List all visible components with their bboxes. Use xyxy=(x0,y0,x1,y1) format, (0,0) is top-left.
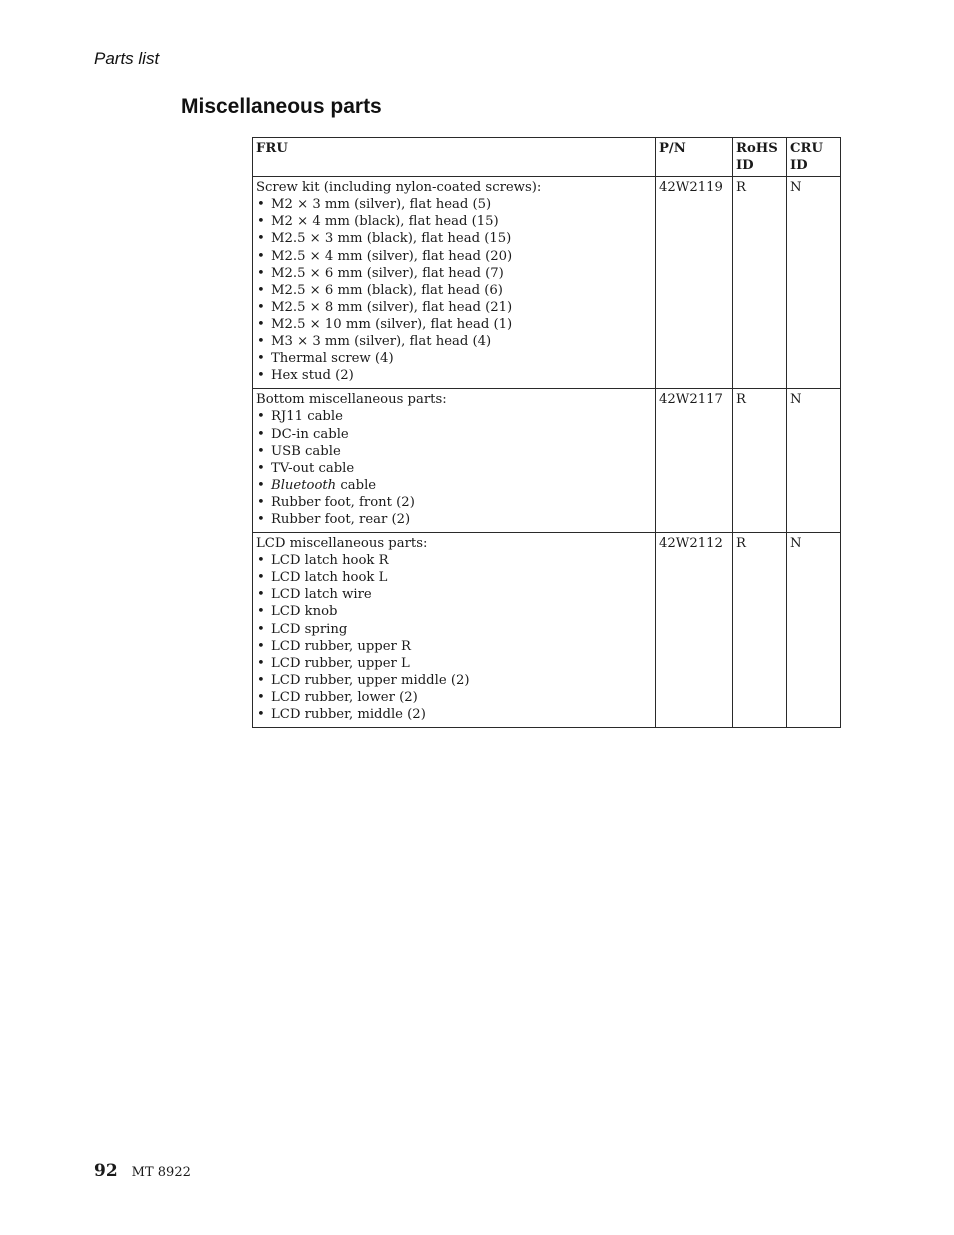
col-header-rohs xyxy=(733,138,787,177)
rohs-cell: R xyxy=(733,533,787,728)
list-item: • M2.5 × 3 mm (black), flat head (15) xyxy=(256,230,652,247)
list-item: • M2.5 × 6 mm (black), flat head (6) xyxy=(256,282,652,299)
pn-cell: 42W2119 xyxy=(656,177,733,389)
header-row xyxy=(253,138,841,177)
list-item: • M2.5 × 8 mm (silver), flat head (21) xyxy=(256,299,652,316)
page-footer xyxy=(94,1161,191,1181)
cru-cell: N xyxy=(787,389,841,533)
col-header-cru xyxy=(787,138,841,177)
list-item: • M3 × 3 mm (silver), flat head (4) xyxy=(256,333,652,350)
cru-header-line1: CRU xyxy=(790,141,823,156)
machine-type: MT 8922 xyxy=(131,1165,191,1180)
rohs-header-line1: RoHS xyxy=(736,141,778,156)
table-row xyxy=(253,533,841,728)
list-item: • LCD rubber, upper middle (2) xyxy=(256,672,652,689)
fru-item-list xyxy=(256,552,652,723)
list-item: • LCD rubber, upper R xyxy=(256,638,652,655)
table-row xyxy=(253,177,841,389)
table-header xyxy=(253,138,841,177)
running-header: Parts list xyxy=(94,49,160,68)
page-number: 92 xyxy=(94,1161,118,1181)
fru-cell xyxy=(253,533,656,728)
fru-cell xyxy=(253,389,656,533)
fru-item-list xyxy=(256,408,652,528)
list-item: • Rubber foot, rear (2) xyxy=(256,511,652,528)
pn-cell: 42W2112 xyxy=(656,533,733,728)
bluetooth-word: Bluetooth xyxy=(271,477,337,493)
list-item: • LCD rubber, upper L xyxy=(256,655,652,672)
col-header-pn: P/N xyxy=(656,138,733,177)
list-item: • LCD knob xyxy=(256,603,652,620)
fru-cell xyxy=(253,177,656,389)
list-item: • M2 × 3 mm (silver), flat head (5) xyxy=(256,196,652,213)
list-item: • M2.5 × 10 mm (silver), flat head (1) xyxy=(256,316,652,333)
rohs-cell: R xyxy=(733,389,787,533)
list-item: • RJ11 cable xyxy=(256,408,652,425)
bluetooth-rest: cable xyxy=(336,477,377,493)
list-item: • LCD latch hook R xyxy=(256,552,652,569)
fru-intro: Bottom miscellaneous parts: xyxy=(256,392,447,408)
parts-table xyxy=(252,137,841,728)
list-item: • Rubber foot, front (2) xyxy=(256,494,652,511)
list-item: • TV-out cable xyxy=(256,460,652,477)
list-item: • LCD spring xyxy=(256,621,652,638)
fru-intro: Screw kit (including nylon-coated screws): xyxy=(256,180,542,196)
cru-header-line2: ID xyxy=(790,158,808,174)
list-item: • M2 × 4 mm (black), flat head (15) xyxy=(256,213,652,230)
cru-cell: N xyxy=(787,533,841,728)
pn-cell: 42W2117 xyxy=(656,389,733,533)
fru-item-list xyxy=(256,196,652,384)
table-row xyxy=(253,389,841,533)
list-item: • M2.5 × 4 mm (silver), flat head (20) xyxy=(256,248,652,265)
list-item: • LCD rubber, lower (2) xyxy=(256,689,652,706)
rohs-header-line2: ID xyxy=(736,158,754,174)
list-item: • LCD latch hook L xyxy=(256,569,652,586)
list-item: • LCD latch wire xyxy=(256,586,652,603)
list-item-bluetooth xyxy=(256,477,652,494)
list-item: • USB cable xyxy=(256,443,652,460)
cru-cell: N xyxy=(787,177,841,389)
list-item: • Thermal screw (4) xyxy=(256,350,652,367)
list-item: • Hex stud (2) xyxy=(256,367,652,384)
list-item: • DC-in cable xyxy=(256,426,652,443)
list-item: • LCD rubber, middle (2) xyxy=(256,706,652,723)
list-item: • M2.5 × 6 mm (silver), flat head (7) xyxy=(256,265,652,282)
col-header-fru: FRU xyxy=(253,138,656,177)
rohs-cell: R xyxy=(733,177,787,389)
fru-intro: LCD miscellaneous parts: xyxy=(256,536,428,552)
section-title: Miscellaneous parts xyxy=(181,95,382,118)
